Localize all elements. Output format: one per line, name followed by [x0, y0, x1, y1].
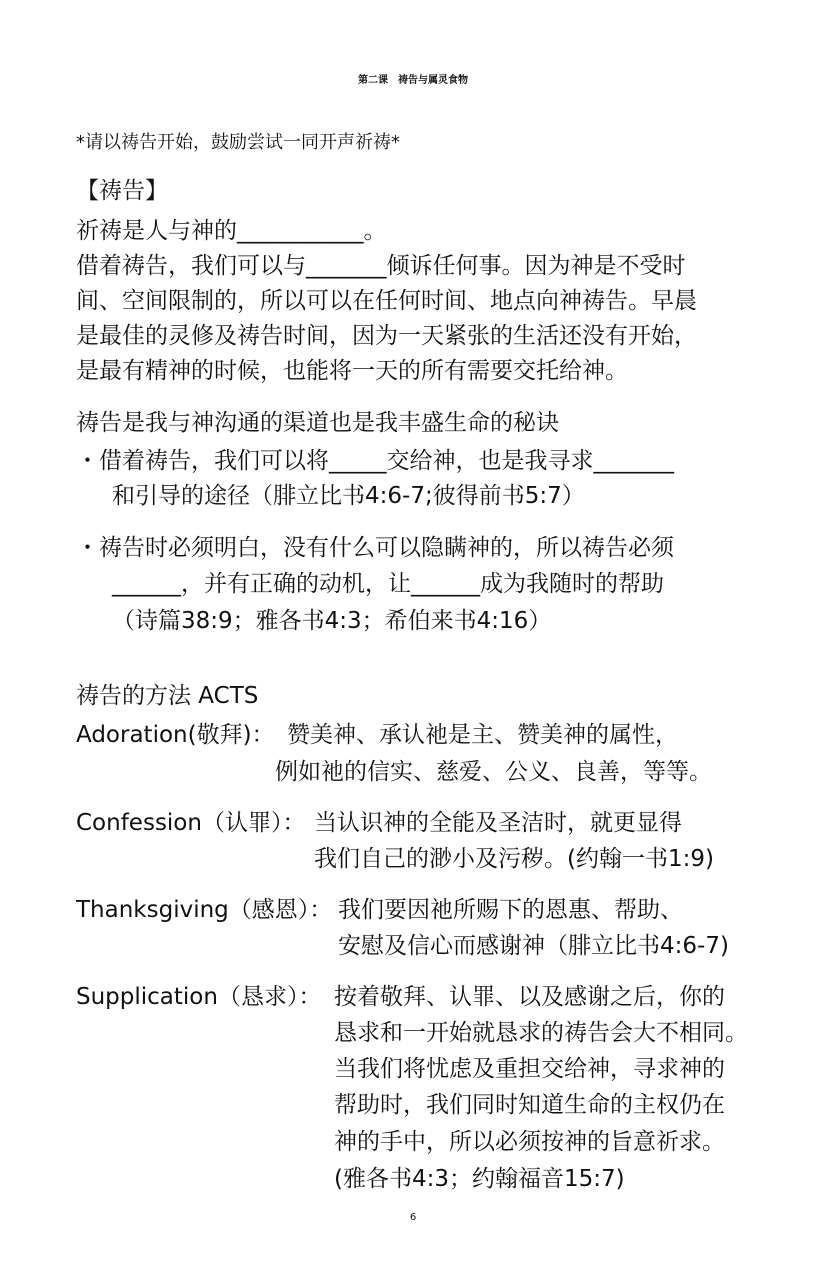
para1-line: 祈祷是人与神的___________。 — [76, 218, 387, 244]
acts-line: 恳求和一开始就恳求的祷告会大不相同。 — [334, 1020, 748, 1046]
acts-term: Adoration(敬拜)： — [76, 722, 275, 748]
acts-line: 我们自己的渺小及污秽。(约翰一书1:9) — [314, 846, 714, 872]
para2-heading: 祷告是我与神沟通的渠道也是我丰盛生命的秘诀 — [76, 410, 559, 436]
acts-line: 帮助时，我们同时知道生命的主权仍在 — [334, 1092, 725, 1118]
acts-line: 按着敬拜、认罪、以及感谢之后，你的 — [334, 984, 725, 1010]
acts-line: 我们要因祂所赐下的恩惠、帮助、 — [338, 897, 683, 923]
acts-line: 赞美神、承认祂是主、赞美神的属性， — [287, 722, 678, 748]
para1-line: 是最有精神的时候，也能将一天的所有需要交托给神。 — [76, 358, 628, 384]
para1-line: 是最佳的灵修及祷告时间，因为一天紧张的生活还没有开始， — [76, 323, 697, 349]
acts-term: Thanksgiving（感恩）： — [76, 897, 333, 923]
lesson-title: 第二课 祷告与属灵食物 — [358, 75, 468, 86]
bullet-line: （诗篇38:9；雅各书4:3；希伯来书4:16） — [112, 608, 552, 634]
acts-line: 例如祂的信实、慈爱、公义、良善，等等。 — [275, 759, 712, 785]
bullet-line: ・借着祷告，我们可以将_____交给神，也是我寻求_______ — [76, 448, 674, 474]
bullet-line: 和引导的途径（腓立比书4:6-7;彼得前书5:7） — [112, 483, 585, 509]
bullet-line: ______，并有正确的动机，让______成为我随时的帮助 — [112, 571, 664, 597]
acts-heading: 祷告的方法 ACTS — [76, 683, 259, 709]
page-number: 6 — [409, 1212, 417, 1223]
acts-term: Supplication（恳求）： — [76, 984, 322, 1010]
intro-note: *请以祷告开始，鼓励尝试一同开声祈祷* — [76, 132, 400, 153]
para1-line: 借着祷告，我们可以与_______倾诉任何事。因为神是不受时 — [76, 253, 686, 279]
acts-line: (雅各书4:3；约翰福音15:7) — [334, 1166, 625, 1192]
para1-line: 间、空间限制的，所以可以在任何时间、地点向神祷告。早晨 — [76, 288, 697, 314]
acts-term: Confession（认罪）： — [76, 810, 306, 836]
acts-line: 当认识神的全能及圣洁时，就更显得 — [314, 810, 682, 836]
section-heading: 【祷告】 — [76, 178, 168, 204]
acts-line: 神的手中，所以必须按神的旨意祈求。 — [334, 1129, 725, 1155]
acts-line: 当我们将忧虑及重担交给神，寻求神的 — [334, 1056, 725, 1082]
bullet-line: ・祷告时必须明白，没有什么可以隐瞒神的，所以祷告必须 — [76, 535, 674, 561]
acts-line: 安慰及信心而感谢神（腓立比书4:6-7) — [338, 933, 729, 959]
